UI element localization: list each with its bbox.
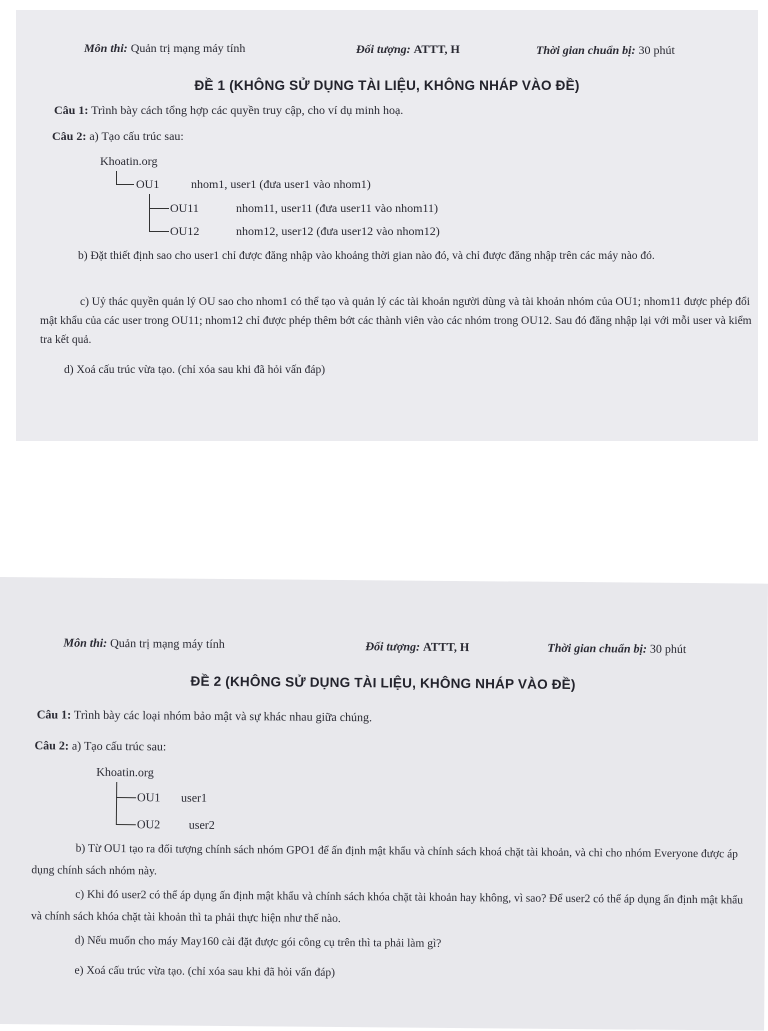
tree-root: Khoatin.org <box>96 764 154 780</box>
question-2-part-b: b) Đặt thiết định sao cho user1 chỉ được đăng nhập vào khoảng thời gian nào đó, và chỉ được đăng nhập trên các máy nào đó. <box>78 250 655 262</box>
tree-root: Khoatin.org <box>100 154 158 168</box>
tree-node-label: OU1 <box>136 177 160 191</box>
tree-node-desc: user1 <box>181 790 208 805</box>
question-2-part-c: c) Khi đó user2 có thể áp dụng ấn định mật khẩu và chính sách khóa chặt tài khoản hay không, vì sao? Để user2 có thể áp dụng ấn định mật khẩu và chính sách khóa chặt tài khoản thì ta phải thực hiện như thế nào. <box>30 888 744 925</box>
exam-title: ĐỀ 2 (KHÔNG SỬ DỤNG TÀI LIỆU, KHÔNG NHÁP VÀO ĐỀ) <box>190 673 576 693</box>
question-1 <box>37 706 372 725</box>
question-2-part-c: c) Uỷ thác quyền quản lý OU sao cho nhom1 có thể tạo và quản lý các tài khoản người dùng và tài khoản nhóm của OU1; nhom11 được phép đổi mật khẩu của các user trong OU11; nhom12 chỉ được phép thêm bớt các thành viên vào các nhóm trong OU12. Sau đó đăng nhập lại với mỗi user và kiểm tra kết quả. <box>40 296 752 346</box>
tree-node-desc: nhom11, user11 (đưa user11 vào nhom11) <box>236 201 439 215</box>
question-1-text: Trình bày các loại nhóm bảo mật và sự khác nhau giữa chúng. <box>73 707 373 725</box>
subject-value: Quản trị mạng máy tính <box>110 635 225 651</box>
question-1-label: Câu 1: <box>36 707 72 722</box>
tree-connector <box>149 231 169 232</box>
target-label: Đối tượng: <box>365 639 421 654</box>
subject-label: Môn thi: <box>84 41 128 55</box>
tree-connector <box>116 782 117 824</box>
tree-connector <box>116 171 117 184</box>
prep-value: 30 phút <box>649 641 687 656</box>
tree-node-ou1 <box>137 789 208 805</box>
header-target <box>356 41 460 57</box>
tree-connector <box>116 184 134 185</box>
target-label: Đối tượng: <box>356 42 411 56</box>
header-subject <box>63 635 224 653</box>
exam-title: ĐỀ 1 (KHÔNG SỬ DỤNG TÀI LIỆU, KHÔNG NHÁP VÀO ĐỀ) <box>194 78 580 93</box>
target-value: ATTT, H <box>422 639 470 655</box>
prep-value: 30 phút <box>638 43 675 57</box>
question-2 <box>52 128 184 144</box>
tree-node-ou12 <box>170 223 440 239</box>
question-2-part-e: e) Xoá cấu trúc vừa tạo. (chỉ xóa sau khi đã hỏi vấn đáp) <box>74 964 336 979</box>
question-2-part-b: b) Từ OU1 tạo ra đối tượng chính sách nhóm GPO1 để ấn định mật khẩu và chính sách khoá chặt tài khoản, và chỉ cho nhóm Everyone được áp dụng chính sách nhóm này. <box>31 842 739 878</box>
exam-sheet-1 <box>16 10 758 441</box>
tree-connector <box>149 208 169 209</box>
question-2-part-d: d) Nếu muốn cho máy May160 cài đặt được gói công cụ trên thì ta phải làm gì? <box>74 934 442 950</box>
question-2-intro: a) Tạo cấu trúc sau: <box>89 129 184 143</box>
tree-node-ou11 <box>170 200 439 216</box>
tree-node-desc: nhom12, user12 (đưa user12 vào nhom12) <box>236 224 440 238</box>
exam-sheet-2 <box>0 577 768 1031</box>
header-target <box>365 638 469 655</box>
target-value: ATTT, H <box>413 42 460 56</box>
subject-label: Môn thi: <box>63 635 108 650</box>
question-2-label: Câu 2: <box>34 738 69 753</box>
tree-node-ou2 <box>136 816 215 832</box>
question-1-text: Trình bày cách tổng hợp các quyền truy cập, cho ví dụ minh hoạ. <box>91 103 404 117</box>
question-2-part-d: d) Xoá cấu trúc vừa tạo. (chỉ xóa sau khi đã hỏi vấn đáp) <box>64 364 326 376</box>
tree-node-ou1 <box>136 176 371 192</box>
question-1-label: Câu 1: <box>54 103 89 117</box>
prep-label: Thời gian chuẩn bị: <box>536 43 636 57</box>
question-2-label: Câu 2: <box>52 129 87 143</box>
question-2 <box>34 737 166 754</box>
tree-node-desc: user2 <box>188 817 215 832</box>
tree-node-desc: nhom1, user1 (đưa user1 vào nhom1) <box>191 177 371 191</box>
header-subject <box>84 40 245 56</box>
tree-node-label: OU1 <box>137 790 161 805</box>
prep-label: Thời gian chuẩn bị: <box>547 640 647 656</box>
tree-connector <box>116 824 136 825</box>
tree-connector <box>149 194 150 231</box>
tree-connector <box>116 797 136 798</box>
question-2-intro: a) Tạo cấu trúc sau: <box>71 738 167 754</box>
header-prep-time <box>547 640 686 657</box>
question-1 <box>54 102 403 118</box>
tree-node-label: OU2 <box>136 817 161 832</box>
tree-node-label: OU12 <box>170 224 200 238</box>
subject-value: Quản trị mạng máy tính <box>130 41 246 55</box>
header-prep-time <box>536 42 675 58</box>
tree-node-label: OU11 <box>170 201 199 215</box>
